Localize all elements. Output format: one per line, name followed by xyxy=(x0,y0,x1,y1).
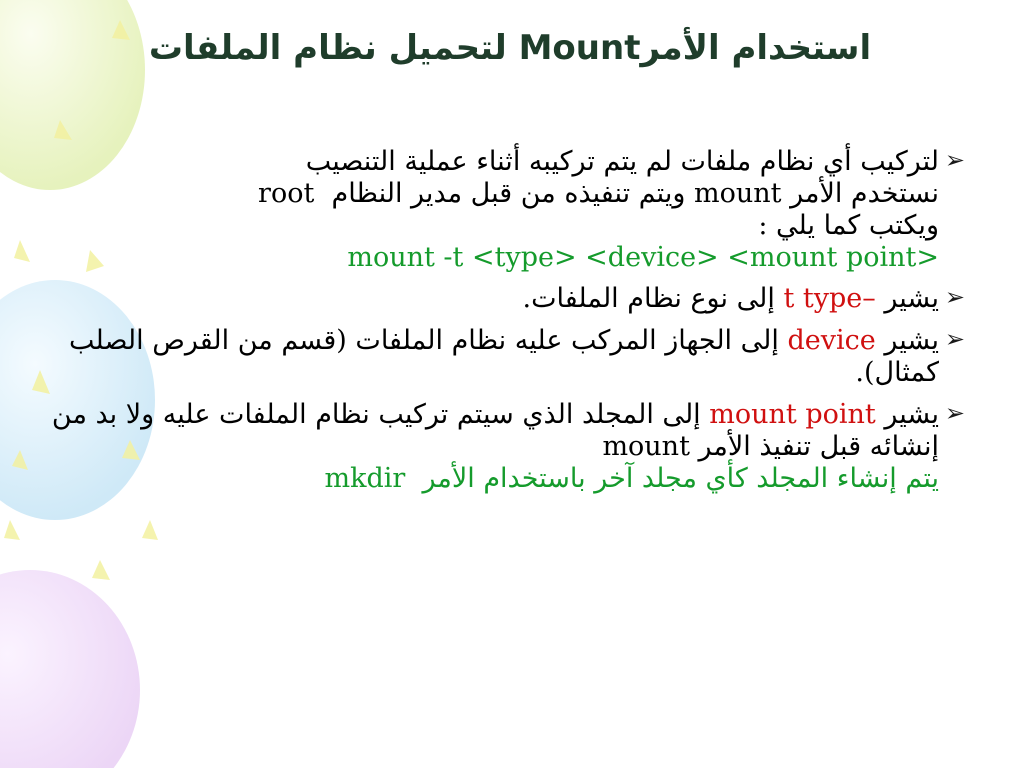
note-text: يتم إنشاء المجلد كأي مجلد آخر باستخدام الأمر xyxy=(422,462,939,494)
bullet-text-line: ويكتب كما يلي : xyxy=(758,209,939,241)
bullet-arrow-icon: ➢ xyxy=(944,325,965,354)
bullet-text: إلى الجهاز المركب عليه نظام الملفات (قسم من القرص الصلب كمثال). xyxy=(69,325,939,389)
bullet-arrow-icon: ➢ xyxy=(944,399,965,428)
root-user: root xyxy=(258,177,315,209)
bullet-arrow-icon: ➢ xyxy=(944,283,965,312)
bullet-text-line xyxy=(40,178,939,210)
bullet-text: ويتم تنفيذه من قبل مدير النظام xyxy=(331,177,686,209)
slide-content xyxy=(40,146,965,495)
mount-syntax: mount -t <type> <device> <mount point> xyxy=(347,241,939,273)
bullet-type-option xyxy=(40,283,965,315)
bullet-text: يشير xyxy=(884,399,939,431)
bullet-text: يشير xyxy=(884,325,939,357)
title-command: Mount xyxy=(518,28,641,68)
title-text: استخدام الأمر xyxy=(640,28,872,68)
bullet-text: إلى المجلد الذي سيتم تركيب نظام الملفات عليه ولا بد من إنشائه قبل تنفيذ الأمر xyxy=(51,399,939,462)
bullet-mount-point xyxy=(40,399,965,495)
command-mount: mount xyxy=(602,430,690,462)
bullet-text: يشير xyxy=(884,283,939,315)
slide-title xyxy=(40,26,980,70)
mkdir-note xyxy=(40,463,939,495)
term-mount-point: mount point xyxy=(709,399,876,431)
bullet-text: إلى نوع نظام الملفات. xyxy=(522,283,775,315)
title-text-rest: لتحميل نظام الملفات xyxy=(148,28,507,68)
command-mount: mount xyxy=(693,177,782,209)
term-type: t type– xyxy=(783,283,876,315)
term-device: device xyxy=(787,325,876,357)
bullet-arrow-icon: ➢ xyxy=(944,146,965,174)
bullet-text-line: لتركيب أي نظام ملفات لم يتم تركيبه أثناء عملية التنصيب xyxy=(305,146,939,177)
bullet-device xyxy=(40,325,965,389)
bullet-mount-usage xyxy=(40,146,965,273)
bullet-text: نستخدم الأمر xyxy=(790,177,939,209)
command-mkdir: mkdir xyxy=(324,462,406,494)
